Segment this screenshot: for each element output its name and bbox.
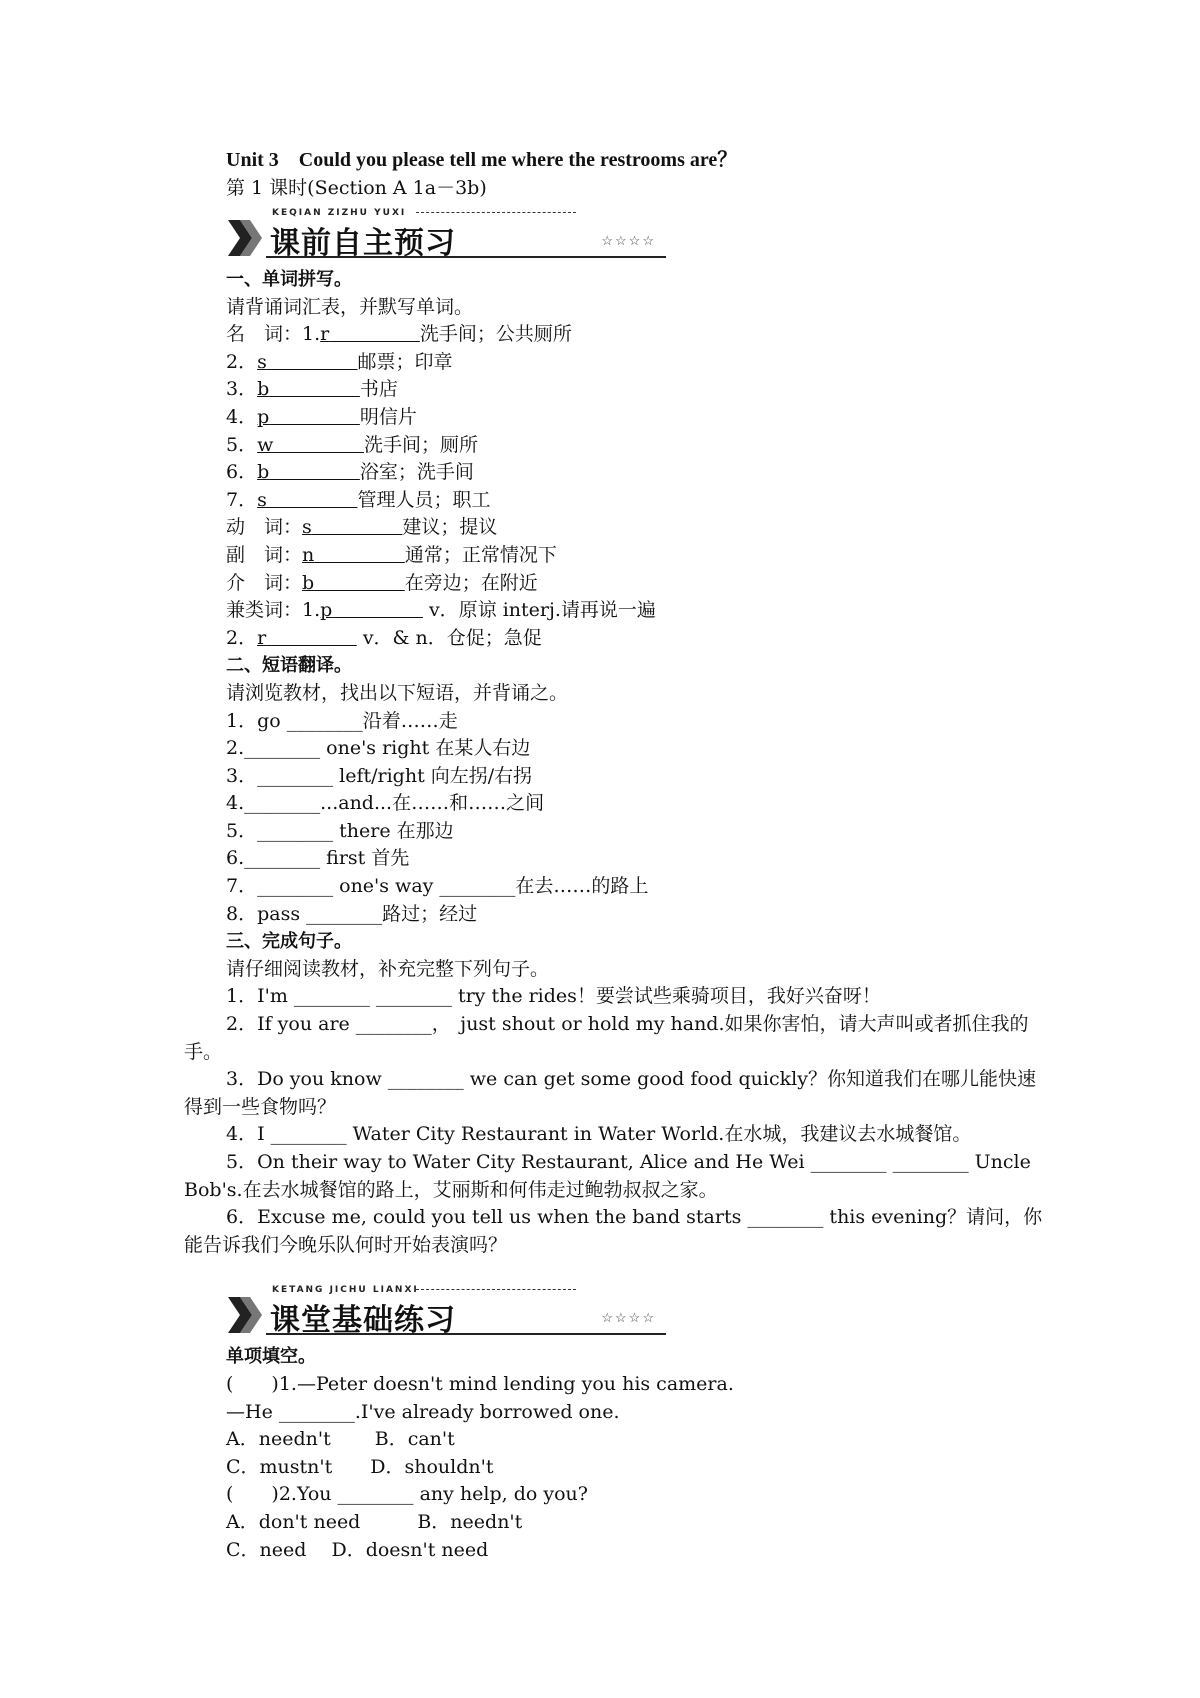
practice-item: A．don't need B．needn't (226, 1510, 523, 1533)
vocab-prefix: 兼类词：1. (226, 599, 321, 622)
vocab-prefix: 5． (226, 433, 258, 456)
phrase-item: 4.________...and...在……和……之间 (226, 792, 545, 815)
practice-item: ( )1.—Peter doesn't mind lending you his camera. (226, 1372, 734, 1395)
vocab-blank (257, 627, 357, 649)
vocab-prefix: 2． (226, 626, 258, 649)
vocab-blank (302, 572, 405, 594)
vocab-meaning: 管理人员；职工 (357, 488, 491, 511)
star-rating: ☆☆☆☆ (601, 234, 656, 249)
practice-list (226, 1371, 1046, 1564)
vocab-item (226, 376, 1046, 404)
phrase-item: 6.________ first 首先 (226, 847, 410, 870)
practice-item: ( )2.You ________ any help, do you? (226, 1483, 588, 1506)
vocab-meaning: 通常；正常情况下 (404, 543, 557, 566)
sentence-item: 3．Do you know ________ we can get some good food quickly？你知道我们在哪儿能快速得到一些食物吗？ (184, 1068, 1036, 1118)
vocab-item (226, 404, 1046, 432)
section-label: 课堂基础练习 (270, 1303, 456, 1339)
part-instruction: 请浏览教材，找出以下短语，并背诵之。 (226, 681, 569, 704)
vocab-prefix: 7． (226, 488, 258, 511)
vocab-initial-letter: s (302, 516, 312, 539)
vocab-initial-letter: w (257, 433, 274, 456)
sentence-item: 5．On their way to Water City Restaurant, Alice and He Wei ________ ________ Uncle Bob's.在去水城餐馆的路上，艾丽斯和何伟走过鲍勃叔叔之家。 (184, 1151, 1031, 1201)
vocab-item (226, 321, 1046, 349)
vocab-meaning: 洗手间；公共厕所 (419, 323, 572, 346)
section-banner-practice (226, 1285, 666, 1339)
sentence-item: 6．Excuse me, could you tell us when the band starts ________ this evening？请问，你能告诉我们今晚乐队何时开始表演吗？ (184, 1206, 1043, 1256)
vocab-item (226, 459, 1046, 487)
vocab-initial-letter: r (257, 626, 267, 649)
practice-item: —He ________.I've already borrowed one. (226, 1400, 620, 1423)
dashed-divider (416, 212, 576, 213)
vocab-prefix: 6． (226, 461, 258, 484)
sentence-list (184, 983, 1046, 1259)
vocab-item (226, 542, 1046, 570)
vocab-item (226, 432, 1046, 460)
page-title: Unit 3 Could you please tell me where the restrooms are？ (226, 149, 738, 171)
section-pinyin: KEQIAN ZIZHU YUXI (272, 208, 407, 218)
vocab-initial-letter: b (257, 378, 270, 401)
vocab-meaning: 建议；提议 (402, 516, 498, 539)
phrase-item: 8．pass ________路过；经过 (226, 902, 478, 925)
vocab-blank (302, 516, 402, 538)
vocab-blank (320, 599, 423, 621)
part-title: 单项填空。 (226, 1346, 316, 1368)
vocab-initial-letter: b (302, 571, 315, 594)
vocab-blank (257, 378, 360, 400)
vocab-meaning: 在旁边；在附近 (404, 571, 538, 594)
vocab-blank (257, 351, 357, 373)
dashed-divider (416, 1289, 576, 1290)
part-instruction: 请背诵词汇表，并默写单词。 (226, 295, 474, 318)
vocab-meaning: 洗手间；厕所 (363, 433, 478, 456)
lesson-subtitle: 第 1 课时(Section A 1a－3b) (226, 177, 487, 199)
part-title: 二、短语翻译。 (226, 655, 352, 677)
vocab-meaning: 浴室；洗手间 (359, 461, 474, 484)
vocab-prefix: 名 词：1. (226, 323, 321, 346)
star-rating: ☆☆☆☆ (601, 1311, 656, 1327)
section-rule (266, 1333, 666, 1335)
vocab-initial-letter: p (320, 599, 333, 622)
double-chevron-icon (226, 218, 266, 258)
phrase-item: 2.________ one's right 在某人右边 (226, 737, 531, 760)
phrase-item: 3．________ left/right 向左拐/右拐 (226, 764, 533, 787)
vocab-blank (257, 461, 360, 483)
vocab-item (226, 570, 1046, 598)
phrase-list (226, 708, 1046, 929)
part-title: 三、完成句子。 (226, 931, 352, 953)
vocab-blank (257, 489, 357, 511)
sentence-item: 1．I'm ________ ________ try the rides！要尝试些乘骑项目，我好兴奋呀！ (226, 985, 881, 1008)
vocab-initial-letter: p (257, 405, 270, 428)
vocab-initial-letter: r (320, 323, 330, 346)
sentence-item: 4．I ________ Water City Restaurant in Water World.在水城，我建议去水城餐馆。 (226, 1123, 972, 1146)
part-title: 一、单词拼写。 (226, 269, 352, 290)
section-label: 课前自主预习 (270, 226, 456, 261)
vocab-blank (257, 406, 360, 428)
vocab-initial-letter: b (257, 461, 270, 484)
vocab-item (226, 597, 1046, 625)
section-banner-preview (226, 208, 666, 262)
vocab-meaning: v．原谅 interj.请再说一遍 (422, 599, 656, 622)
section-rule (266, 256, 666, 258)
vocab-item (226, 514, 1046, 542)
section-pinyin: KETANG JICHU LIANXI (272, 1285, 419, 1296)
phrase-item: 5．________ there 在那边 (226, 819, 454, 842)
practice-item: C．mustn't D．shouldn't (226, 1455, 494, 1478)
vocab-prefix: 介 词： (226, 571, 303, 594)
vocab-list (226, 321, 1046, 652)
vocab-blank (320, 323, 420, 345)
double-chevron-icon (226, 1295, 266, 1335)
phrase-item: 7．________ one's way ________在去……的路上 (226, 875, 649, 898)
vocab-prefix: 2． (226, 350, 258, 373)
vocab-prefix: 动 词： (226, 516, 303, 539)
vocab-item (226, 487, 1046, 515)
vocab-blank (257, 434, 364, 456)
vocab-prefix: 副 词： (226, 543, 303, 566)
part-instruction: 请仔细阅读教材，补充完整下列句子。 (226, 957, 550, 980)
vocab-meaning: 明信片 (359, 405, 417, 428)
vocab-item (226, 349, 1046, 377)
content-column (184, 146, 1046, 1564)
vocab-initial-letter: s (257, 488, 267, 511)
vocab-prefix: 4． (226, 405, 258, 428)
practice-item: C．need D．doesn't need (226, 1538, 489, 1561)
vocab-meaning: 邮票；印章 (357, 350, 453, 373)
phrase-item: 1．go ________沿着……走 (226, 709, 458, 732)
vocab-initial-letter: s (257, 350, 267, 373)
vocab-item (226, 625, 1046, 653)
vocab-meaning: v．& n．仓促；急促 (356, 626, 542, 649)
vocab-blank (302, 544, 405, 566)
practice-item: A．needn't B．can't (226, 1428, 455, 1451)
vocab-meaning: 书店 (359, 378, 398, 401)
sentence-item: 2．If you are ________， just shout or hold my hand.如果你害怕，请大声叫或者抓住我的手。 (184, 1013, 1029, 1063)
vocab-prefix: 3． (226, 378, 258, 401)
vocab-initial-letter: n (302, 543, 315, 566)
